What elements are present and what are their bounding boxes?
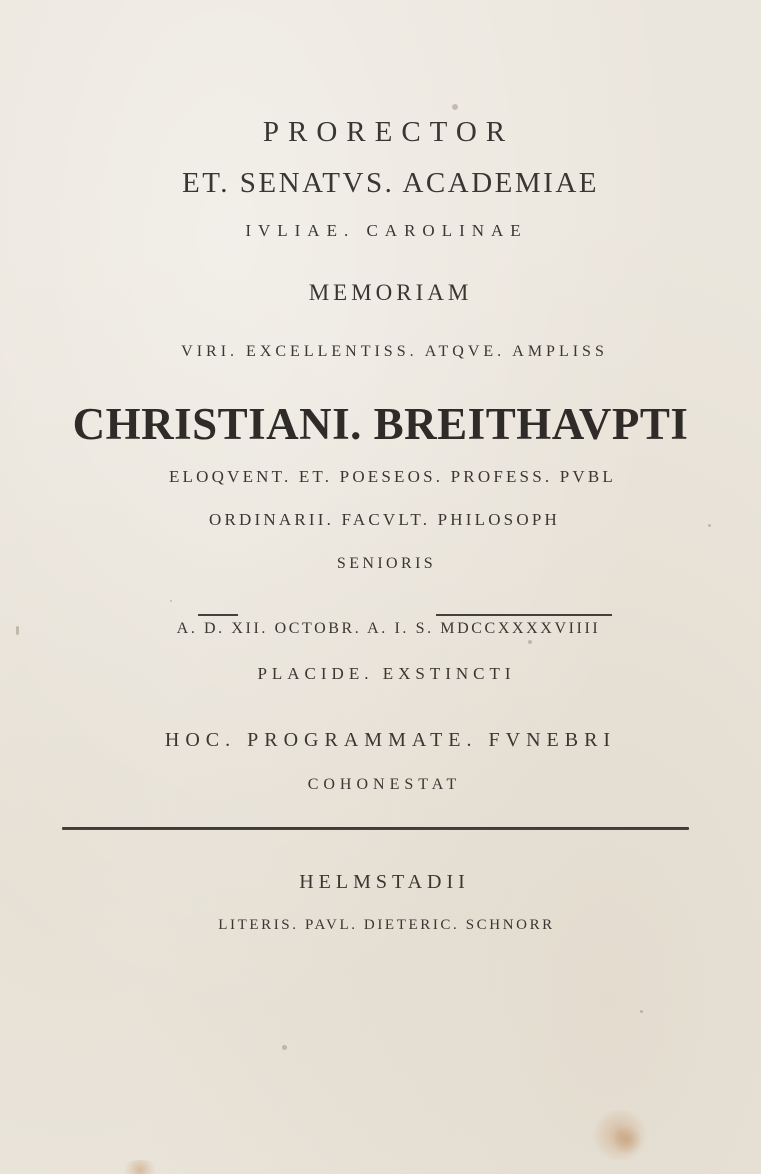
heading-memoriam: MEMORIAM [308, 280, 473, 305]
paper-speck [528, 640, 532, 644]
paper-speck [452, 104, 458, 110]
line-viri-excellentiss: VIRI. EXCELLENTISS. ATQVE. AMPLISS [181, 343, 608, 360]
imprint-place: HELMSTADII [299, 871, 470, 893]
foxing-stain [612, 1125, 642, 1155]
paper-speck [16, 626, 19, 635]
foxing-stain [120, 1160, 160, 1174]
paper-speck [282, 1045, 287, 1050]
date-overbar-day [198, 614, 238, 616]
heading-senatus: ET. SENATVS. ACADEMIAE [182, 167, 599, 199]
paper-speck [170, 600, 172, 602]
line-cohonestat: COHONESTAT [307, 776, 462, 793]
horizontal-rule [62, 827, 689, 830]
line-ordinarii-facult: ORDINARII. FACVLT. PHILOSOPH [209, 510, 560, 529]
line-placide-exstincti: PLACIDE. EXSTINCTI [257, 664, 516, 683]
line-senioris: SENIORIS [336, 555, 437, 572]
imprint-printer: LITERIS. PAVL. DIETERIC. SCHNORR [218, 917, 555, 933]
name-christiani-breithaupti: CHRISTIANI. BREITHAVPTI [72, 399, 689, 449]
date-overbar-year [436, 614, 612, 616]
heading-iuliae-carolinae: IVLIAE. CAROLINAE [245, 221, 528, 240]
line-eloquent-professor: ELOQVENT. ET. POESEOS. PROFESS. PVBL [168, 467, 617, 486]
heading-prorector: PRORECTOR [262, 116, 515, 148]
paper-speck [640, 1010, 643, 1013]
paper-speck [708, 524, 711, 527]
line-hoc-programmate: HOC. PROGRAMMATE. FVNEBRI [164, 729, 617, 751]
line-date: A. D. XII. OCTOBR. A. I. S. MDCCXXXXVIIII [176, 620, 601, 637]
